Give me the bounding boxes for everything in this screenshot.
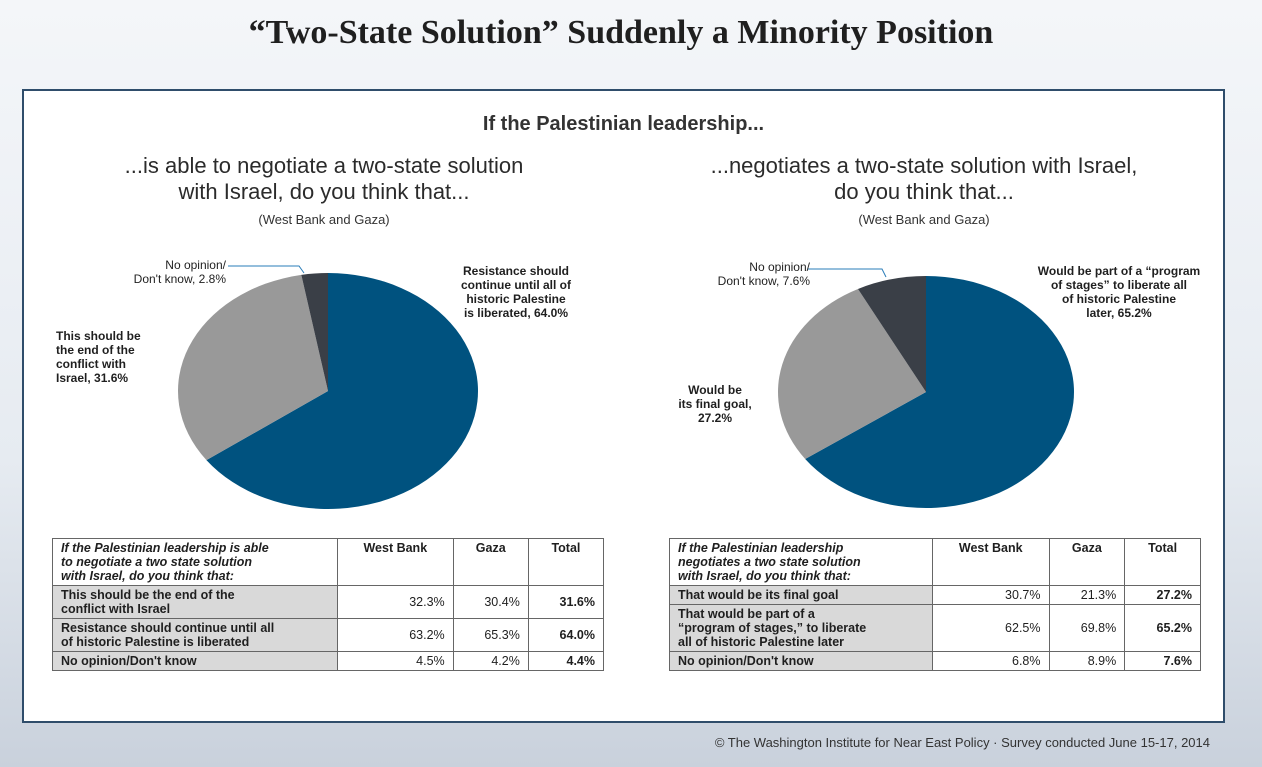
table-row: No opinion/Don't know 6.8% 8.9% 7.6% (670, 652, 1201, 671)
left-table-header (53, 539, 604, 586)
left-col-total: Total (528, 539, 603, 586)
right-table-header (670, 539, 1201, 586)
right-table (669, 538, 1201, 671)
table-row: That would be part of a “program of stages,” to liberate all of historic Palestine later 62.5% 69.8% 65.2% (670, 605, 1201, 652)
left-question-line2: with Israel, do you think that... (178, 179, 470, 204)
right-question-line1: ...negotiates a two-state solution with Israel, (710, 153, 1138, 178)
left-question-scope: (West Bank and Gaza) (258, 212, 390, 227)
right-label-no-opinion: No opinion/ Don't know, 7.6% (717, 260, 810, 288)
table-row: This should be the end of the conflict with Israel 32.3% 30.4% 31.6% (53, 586, 604, 619)
right-col-west-bank: West Bank (933, 539, 1050, 586)
right-col-gaza: Gaza (1049, 539, 1125, 586)
table-row: No opinion/Don't know 4.5% 4.2% 4.4% (53, 652, 604, 671)
left-table-question: If the Palestinian leadership is able to negotiate a two state solution with Israel, do you think that: (53, 539, 338, 586)
left-label-resistance: Resistance should continue until all of historic Palestine is liberated, 64.0% (461, 264, 571, 320)
chart-subtitle: If the Palestinian leadership... (482, 113, 765, 135)
left-col-gaza: Gaza (453, 539, 528, 586)
right-question-scope: (West Bank and Gaza) (858, 212, 990, 227)
right-question-line2: do you think that... (834, 179, 1014, 204)
left-label-end-conflict: This should be the end of the conflict with Israel, 31.6% (56, 329, 141, 385)
footer-credit: © The Washington Institute for Near East Policy · Survey conducted June 15-17, 2014 (714, 735, 1210, 750)
right-label-final-goal: Would be its final goal, 27.2% (678, 383, 752, 425)
left-label-no-opinion: No opinion/ Don't know, 2.8% (133, 258, 226, 286)
table-row: That would be its final goal 30.7% 21.3% 27.2% (670, 586, 1201, 605)
main-title: “Two-State Solution” Suddenly a Minority Position (248, 14, 994, 51)
chart-panel (22, 89, 1225, 723)
left-question-line1: ...is able to negotiate a two-state solution (124, 153, 524, 178)
right-table-question: If the Palestinian leadership negotiates a two state solution with Israel, do you think that: (670, 539, 933, 586)
left-col-west-bank: West Bank (338, 539, 454, 586)
left-table (52, 538, 604, 671)
right-label-stages: Would be part of a “program of stages” to liberate all of historic Palestine later, 65.2% (1037, 264, 1201, 320)
table-row: Resistance should continue until all of historic Palestine is liberated 63.2% 65.3% 64.0% (53, 619, 604, 652)
right-col-total: Total (1125, 539, 1201, 586)
